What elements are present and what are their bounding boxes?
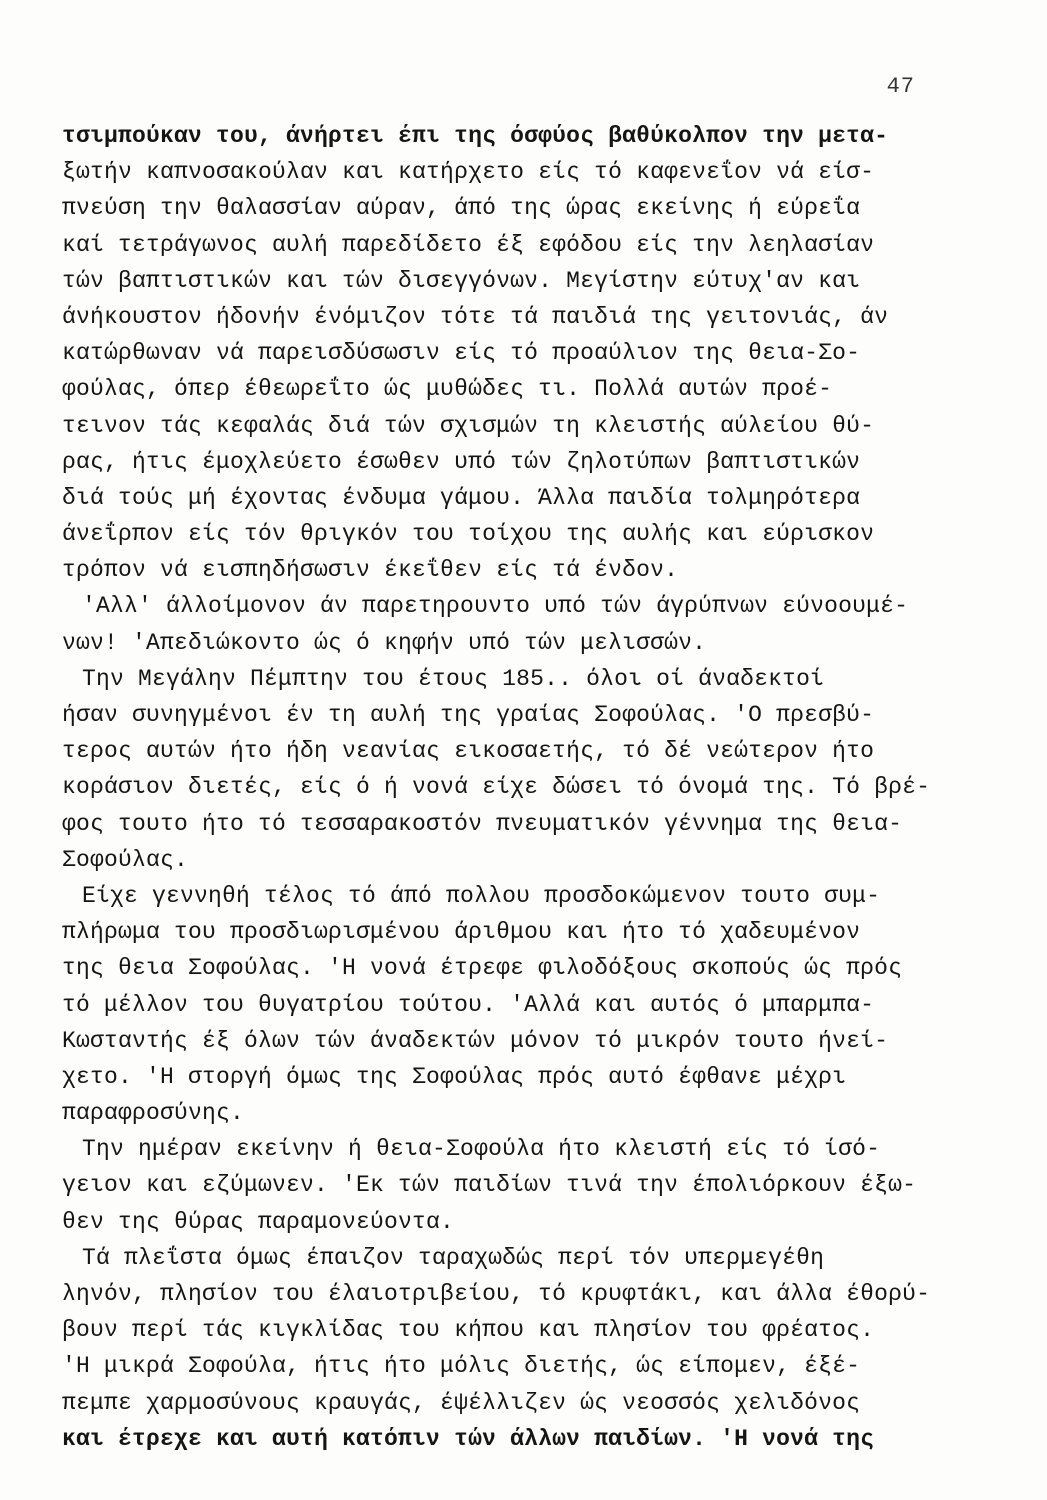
text-line: 'Η μικρά Σοφούλα, ήτις ήτο μόλις διετής, ώς είπομεν, έξέ-: [62, 1353, 861, 1380]
text-line: παραφροσύνης.: [62, 1100, 245, 1127]
text-line: πνεύση την θαλασσίαν αύραν, άπό της ώρας εκείνης ή εύρεΐα: [62, 195, 861, 222]
text-line: βουν περί τάς κιγκλίδας του κήπου και πλησίον του φρέατος.: [62, 1317, 875, 1344]
text-line: τσιμπούκαν του, άνήρτει έπι της όσφύος βαθύκολπον την μετα-: [62, 123, 889, 149]
text-line: νων! 'Απεδιώκοντο ώς ό κηφήν υπό τών μελισσών.: [62, 629, 707, 656]
text-line: Την Μεγάλην Πέμπτην του έτους 185.. όλοι οί άναδεκτοί: [82, 665, 825, 692]
text-line: καί τετράγωνος αυλή παρεδίδετο έξ εφόδου είς την λεηλασίαν: [62, 231, 875, 258]
text-line: άνεΐρπον είς τόν θριγκόν του τοίχου της αυλής και εύρισκον: [62, 521, 875, 548]
text-line: ήσαν συνηγμένοι έν τη αυλή της γραίας Σοφούλας. 'Ο πρεσβύ-: [62, 702, 875, 728]
text-line: χετο. 'Η στοργή όμως της Σοφούλας πρός αυτό έφθανε μέχρι: [62, 1063, 847, 1090]
text-line: ξωτήν καπνοσακούλαν και κατήρχετο είς τό καφενεΐον νά είσ-: [62, 159, 875, 186]
text-line: και έτρεχε και αυτή κατόπιν τών άλλων παιδίων. 'Η νονά της: [62, 1425, 875, 1452]
text-line: κατώρθωναν νά παρεισδύσωσιν είς τό προαύλιον της θεια-Σο-: [62, 340, 861, 367]
text-line: Σοφούλας.: [62, 846, 189, 873]
text-line: Είχε γεννηθή τέλος τό άπό πολλου προσδοκώμενον τουτο συμ-: [82, 882, 881, 909]
text-line: γειον και εζύμωνεν. 'Εκ τών παιδίων τινά την έπολιόρκουν έξω-: [62, 1172, 917, 1199]
text-line: Κωσταντής έξ όλων τών άναδεκτών μόνον τό μικρόν τουτο ήνεί-: [62, 1027, 889, 1054]
text-line: κοράσιον διετές, είς ό ή νονά είχε δώσει τό όνομά της. Τό βρέ-: [62, 774, 931, 801]
text-line: της θεια Σοφούλας. 'Η νονά έτρεφε φιλοδόξους σκοπούς ώς πρός: [62, 955, 903, 982]
text-line: τρόπον νά εισπηδήσωσιν έκεΐθεν είς τά ένδον.: [62, 557, 679, 584]
text-line: Την ημέραν εκείνην ή θεια-Σοφούλα ήτο κλειστή είς τό ίσό-: [82, 1136, 881, 1163]
text-line: φος τουτο ήτο τό τεσσαρακοστόν πνευματικόν γέννημα της θεια-: [62, 810, 903, 837]
text-line: τεινον τάς κεφαλάς διά τών σχισμών τη κλειστής αύλείου θύ-: [62, 412, 875, 439]
body-text: [62, 118, 942, 1457]
text-line: άνήκουστον ήδονήν ένόμιζον τότε τά παιδιά της γειτονιάς, άν: [62, 303, 889, 330]
text-line: φούλας, όπερ έθεωρεΐτο ώς μυθώδες τι. Πολλά αυτών προέ-: [62, 376, 833, 403]
page-number: 47: [886, 74, 915, 99]
text-line: τών βαπτιστικών και τών δισεγγόνων. Μεγίστην εύτυχ'αν και: [62, 267, 861, 294]
text-line: τό μέλλον του θυγατρίου τούτου. 'Αλλά και αυτός ό μπαρμπα-: [62, 991, 875, 1018]
text-line: πλήρωμα του προσδιωρισμένου άριθμου και ήτο τό χαδευμένον: [62, 919, 861, 946]
text-line: Τά πλεΐστα όμως έπαιζον ταραχωδώς περί τόν υπερμεγέθη: [82, 1244, 825, 1271]
text-line: τερος αυτών ήτο ήδη νεανίας εικοσαετής, τό δέ νεώτερον ήτο: [62, 738, 875, 765]
text-line: 'Αλλ' άλλοίμονον άν παρετηρουντο υπό τών άγρύπνων εύνοουμέ-: [82, 593, 909, 620]
text-line: πεμπε χαρμοσύνους κραυγάς, έψέλλιζεν ώς νεοσσός χελιδόνος: [62, 1389, 861, 1416]
text-line: θεν της θύρας παραμονεύοντα.: [62, 1208, 455, 1235]
text-line: ληνόν, πλησίον του έλαιοτριβείου, τό κρυφτάκι, και άλλα έθορύ-: [62, 1281, 931, 1307]
text-line: ρας, ήτις έμοχλεύετο έσωθεν υπό τών ζηλοτύπων βαπτιστικών: [62, 448, 861, 475]
text-line: διά τούς μή έχοντας ένδυμα γάμου. Άλλα παιδία τολμηρότερα: [62, 484, 861, 511]
